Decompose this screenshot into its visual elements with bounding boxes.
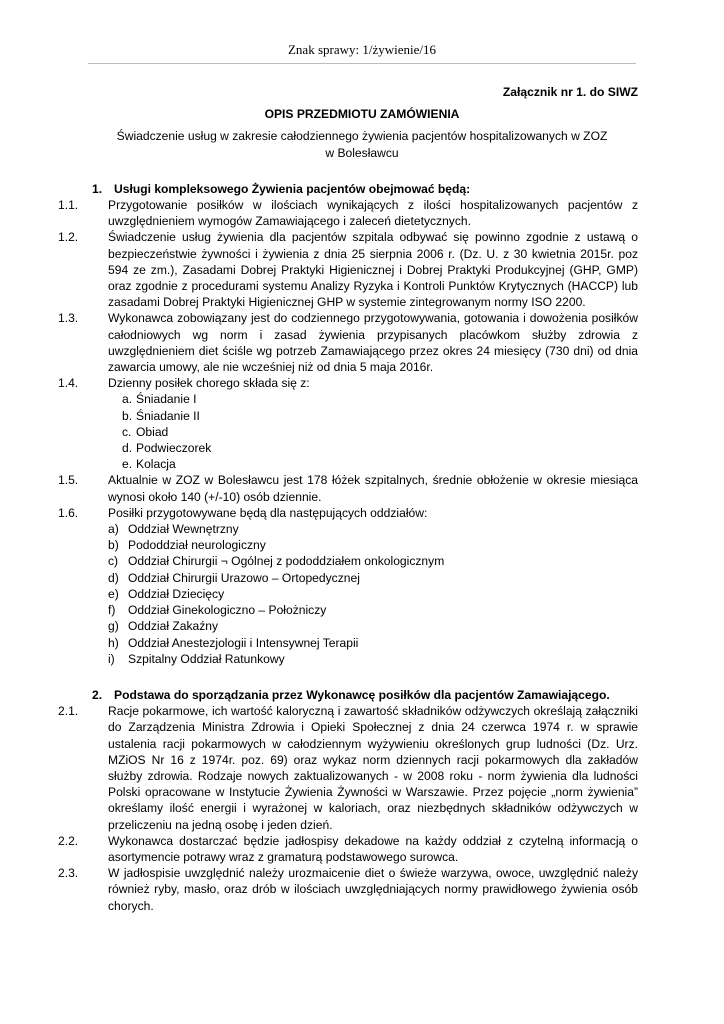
paragraph-number: 1.2. (58, 230, 79, 245)
list-marker: b. (122, 408, 133, 423)
document-title: OPIS PRZEDMIOTU ZAMÓWIENIA (264, 107, 460, 122)
document-subtitle (86, 128, 638, 160)
numbered-paragraph (58, 703, 638, 833)
list-item-text: Obiad (136, 424, 169, 439)
meal-list-item (86, 408, 638, 424)
numbered-paragraph (58, 229, 638, 310)
paragraph-number: 1.1. (58, 198, 79, 213)
section-number: 2. (92, 687, 103, 702)
list-item-text: Kolacja (136, 457, 176, 472)
section-1-items-continued (58, 472, 638, 521)
paragraph-number: 2.3. (58, 866, 79, 881)
ward-list-item (86, 651, 638, 667)
ward-list-item (86, 602, 638, 618)
paragraph-text: Świadczenie usług żywienia dla pacjentów szpitala odbywać się powinno zgodnie z ustawą o bezpieczeństwie żywności i żywienia z dnia 25 sierpnia 2006 r. (Dz. U. z 30 kwietnia 2015r. poz 594 ze zm.), Zasadami Dobrej Praktyki Higienicznej i Dobrej Praktyki Produkcyjnej (GHP, GMP) oraz zgodnie z procedurami systemu Analizy Ryzyka i Kontroli Punktów Krytycznych (HACCP) lub zasadami Dobrej Praktyki Higienicznej GHP w systemie zintegrowanym normy ISO 2200. (108, 230, 638, 310)
meal-list-item (86, 440, 638, 456)
list-marker: h) (108, 635, 119, 650)
list-item-text: Oddział Zakaźny (128, 619, 219, 634)
numbered-paragraph (58, 197, 638, 229)
ward-list-item (86, 521, 638, 537)
paragraph-number: 1.6. (58, 505, 79, 520)
meal-list-item (86, 424, 638, 440)
list-item-text: Szpitalny Oddział Ratunkowy (128, 651, 285, 666)
list-item-text: Pododdział neurologiczny (128, 538, 266, 553)
meal-list-item (86, 391, 638, 407)
list-marker: b) (108, 538, 119, 553)
section-2-heading (86, 687, 638, 703)
paragraph-text: Aktualnie w ZOZ w Bolesławcu jest 178 łóżek szpitalnych, średnie obłożenie w okresie miesiąca wynosi około 140 (+/-10) osób dziennie. (108, 473, 638, 504)
section-1-heading (86, 181, 638, 197)
numbered-paragraph (58, 505, 638, 521)
list-item-text: Oddział Ginekologiczno – Położniczy (128, 603, 327, 618)
numbered-paragraph (58, 865, 638, 914)
list-item-text: Oddział Wewnętrzny (128, 522, 239, 537)
list-marker: g) (108, 619, 119, 634)
meal-list (86, 391, 638, 472)
paragraph-text: Wykonawca zobowiązany jest do codziennego przygotowywania, gotowania i dowożenia posiłków całodniowych wg norm i zasad żywienia przypisanych placówkom służby zdrowia z uwzględnieniem diet ściśle wg potrzeb Zamawiającego przez okres 24 miesięcy (730 dni) od dnia zawarcia umowy, ale nie wcześniej niż od dnia 5 maja 2016r. (108, 311, 638, 375)
list-item-text: Śniadanie I (136, 392, 197, 407)
paragraph-number: 1.5. (58, 473, 79, 488)
list-marker: a. (122, 392, 133, 407)
list-marker: e) (108, 586, 119, 601)
ward-list (86, 521, 638, 667)
ward-list-item (86, 618, 638, 634)
numbered-paragraph (58, 833, 638, 865)
list-item-text: Oddział Chirurgii ¬ Ogólnej z pododdziałem onkologicznym (128, 554, 445, 569)
ward-list-item (86, 537, 638, 553)
section-title: Usługi kompleksowego Żywienia pacjentów obejmować będą: (114, 181, 471, 196)
ward-list-item (86, 570, 638, 586)
paragraph-number: 2.2. (58, 833, 79, 848)
paragraph-number: 1.4. (58, 376, 79, 391)
list-marker: d. (122, 441, 133, 456)
section-title: Podstawa do sporządzania przez Wykonawcę posiłków dla pacjentów Zamawiającego. (114, 687, 610, 702)
paragraph-number: 1.3. (58, 311, 79, 326)
paragraph-number: 2.1. (58, 704, 79, 719)
list-marker: f) (108, 603, 116, 618)
section-number: 1. (92, 181, 103, 196)
ward-list-item (86, 635, 638, 651)
ward-list-item (86, 586, 638, 602)
list-item-text: Oddział Dziecięcy (128, 586, 225, 601)
paragraph-text: W jadłospisie uwzględnić należy urozmaicenie diet o świeże warzywa, owoce, uwzględnić należy również ryby, masło, oraz drób w ilościach uwzględniających normy prawidłowego żywienia osób chorych. (108, 866, 638, 913)
numbered-paragraph (58, 310, 638, 375)
paragraph-text: Posiłki przygotowywane będą dla następujących oddziałów: (108, 505, 428, 520)
numbered-paragraph (58, 375, 638, 391)
subtitle-line: Świadczenie usług w zakresie całodziennego żywienia pacjentów hospitalizowanych w ZOZ (116, 129, 608, 144)
list-item-text: Oddział Anestezjologii i Intensywnej Terapii (128, 635, 359, 650)
list-item-text: Podwieczorek (136, 441, 212, 456)
list-marker: c. (122, 424, 132, 439)
section-2-items (58, 703, 638, 914)
paragraph-text: Dzienny posiłek chorego składa się z: (108, 376, 310, 391)
list-marker: e. (122, 457, 133, 472)
list-marker: a) (108, 522, 119, 537)
list-marker: c) (108, 554, 119, 569)
numbered-paragraph (58, 472, 638, 504)
list-item-text: Oddział Chirurgii Urazowo – Ortopedycznej (128, 570, 360, 585)
annex-label: Załącznik nr 1. do SIWZ (502, 85, 638, 99)
case-reference: Znak sprawy: 1/żywienie/16 (287, 42, 436, 57)
meal-list-item (86, 456, 638, 472)
list-marker: i) (108, 651, 115, 666)
document-body (58, 84, 638, 914)
paragraph-text: Racje pokarmowe, ich wartość kaloryczną i zawartość składników odżywczych określają załączniki do Zarządzenia Ministra Zdrowia i Opieki Społecznej z dnia 24 czerwca 1974 r. w sprawie ustalenia racji pokarmowych w całodziennym wyżywieniu określonych grup ludności (Dz. Urz. MZiOS Nr 16 z 1974r. poz. 69) oraz wykaz norm dziennych racji pokarmowych dla zakładów służby zdrowia. Rodzaje nowych zaktualizowanych - w 2008 roku - norm żywienia dla ludności Polski opracowane w Instytucie Żywienia Żywności w Warszawie. Przez pojęcie „norm żywienia” określamy ilość energii i wyrażonej w kaloriach, oraz niezbędnych składników odżywczych w przeliczeniu na jedną osobę i jeden dzień. (108, 704, 638, 832)
subtitle-line: w Bolesławcu (325, 145, 399, 160)
list-marker: d) (108, 570, 119, 585)
ward-list-item (86, 553, 638, 569)
paragraph-text: Wykonawca dostarczać będzie jadłospisy dekadowe na każdy oddział z czytelną informacją o asortymencie potrawy wraz z gramaturą podstawowego surowca. (108, 833, 638, 864)
section-1-items (58, 197, 638, 391)
list-item-text: Śniadanie II (136, 408, 200, 423)
paragraph-text: Przygotowanie posiłków w ilościach wynikających z ilości hospitalizowanych pacjentów z uwzględnieniem wymogów Zamawiającego i zaleceń dietetycznych. (108, 198, 638, 229)
header-divider (88, 63, 636, 64)
